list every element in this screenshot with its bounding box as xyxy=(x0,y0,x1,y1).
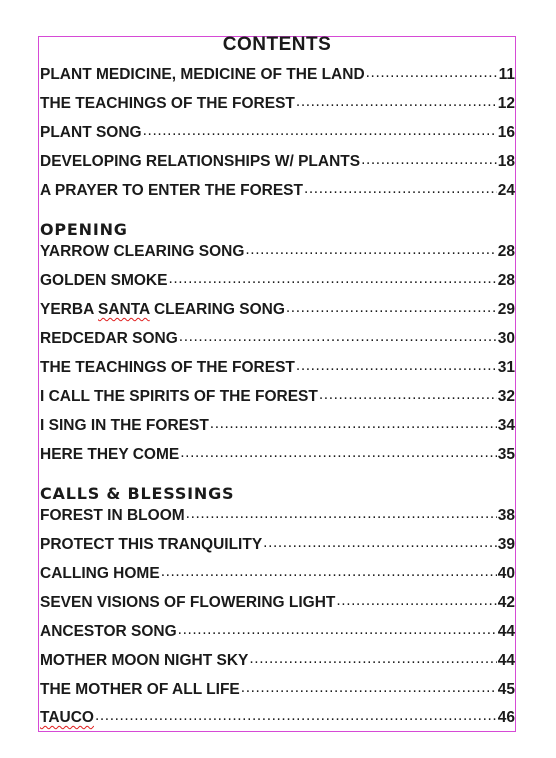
toc-entry[interactable] xyxy=(40,707,515,727)
toc-entry[interactable] xyxy=(40,180,515,200)
toc-entry[interactable] xyxy=(40,444,515,464)
toc-entry[interactable] xyxy=(40,386,515,406)
toc-entry-title xyxy=(40,709,94,727)
toc-entry-title: FOREST IN BLOOM xyxy=(40,507,185,524)
dot-leader xyxy=(180,444,497,464)
toc-page-number: 30 xyxy=(497,330,515,347)
toc-page-number: 46 xyxy=(497,709,515,726)
toc-page-number: 45 xyxy=(497,681,515,698)
toc-entry-title: PROTECT THIS TRANQUILITY xyxy=(40,536,263,553)
toc-page-number: 44 xyxy=(497,623,515,640)
toc-entry[interactable] xyxy=(40,592,515,612)
title-part: CLEARING SONG xyxy=(149,301,285,318)
toc-entry[interactable] xyxy=(40,357,515,377)
toc-entry-title: MOTHER MOON NIGHT SKY xyxy=(40,652,249,669)
section-heading-calls-blessings: CALLS & BLESSINGS xyxy=(40,484,235,503)
dot-leader xyxy=(319,386,497,406)
toc-entry-title xyxy=(40,301,285,319)
toc-entry[interactable] xyxy=(40,241,515,261)
dot-leader xyxy=(366,64,498,84)
toc-page-number: 40 xyxy=(497,565,515,582)
toc-entry-title: I SING IN THE FOREST xyxy=(40,417,209,434)
toc-entry[interactable] xyxy=(40,621,515,641)
dot-leader xyxy=(168,270,496,290)
toc-entry[interactable] xyxy=(40,270,515,290)
toc-entry-title: PLANT SONG xyxy=(40,124,142,141)
toc-entry-title: GOLDEN SMOKE xyxy=(40,272,168,289)
toc-entry[interactable] xyxy=(40,328,515,348)
toc-entry-title: HERE THEY COME xyxy=(40,446,180,463)
toc-entry[interactable] xyxy=(40,679,515,699)
dot-leader xyxy=(95,707,497,727)
dot-leader xyxy=(296,93,497,113)
dot-leader xyxy=(286,299,497,319)
dot-leader xyxy=(245,241,496,261)
toc-entry[interactable] xyxy=(40,534,515,554)
dot-leader xyxy=(186,505,497,525)
toc-entry-title: THE MOTHER OF ALL LIFE xyxy=(40,681,240,698)
dot-leader xyxy=(161,563,497,583)
spellcheck-flagged-word: SANTA xyxy=(98,301,150,318)
dot-leader xyxy=(249,650,496,670)
dot-leader xyxy=(361,151,497,171)
toc-entry-title: THE TEACHINGS OF THE FOREST xyxy=(40,359,295,376)
toc-entry-title: SEVEN VISIONS OF FLOWERING LIGHT xyxy=(40,594,336,611)
dot-leader xyxy=(178,621,497,641)
dot-leader xyxy=(143,122,497,142)
toc-page-number: 38 xyxy=(497,507,515,524)
dot-leader xyxy=(296,357,497,377)
toc-page-number: 34 xyxy=(497,417,515,434)
title-part: YERBA xyxy=(40,301,98,318)
toc-entry[interactable] xyxy=(40,650,515,670)
toc-entry-title: A PRAYER TO ENTER THE FOREST xyxy=(40,182,303,199)
dot-leader xyxy=(179,328,497,348)
toc-entry-title: DEVELOPING RELATIONSHIPS W/ PLANTS xyxy=(40,153,361,170)
toc-entry-title: YARROW CLEARING SONG xyxy=(40,243,245,260)
toc-entry[interactable] xyxy=(40,563,515,583)
toc-entry-title: CALLING HOME xyxy=(40,565,160,582)
toc-page-number: 31 xyxy=(497,359,515,376)
toc-entry[interactable] xyxy=(40,122,515,142)
toc-page-number: 24 xyxy=(497,182,515,199)
toc-entry-title: THE TEACHINGS OF THE FOREST xyxy=(40,95,295,112)
toc-entry-title: ANCESTOR SONG xyxy=(40,623,177,640)
toc-page-number: 12 xyxy=(497,95,515,112)
toc-entry[interactable] xyxy=(40,93,515,113)
toc-page-number: 29 xyxy=(497,301,515,318)
dot-leader xyxy=(263,534,497,554)
toc-entry[interactable] xyxy=(40,151,515,171)
toc-page-number: 39 xyxy=(497,536,515,553)
spellcheck-flagged-word: TAUCO xyxy=(40,709,94,726)
toc-page-number: 11 xyxy=(498,66,515,83)
toc-page-number: 44 xyxy=(497,652,515,669)
toc-entry-title: PLANT MEDICINE, MEDICINE OF THE LAND xyxy=(40,66,365,83)
page-title: CONTENTS xyxy=(222,34,332,55)
dot-leader xyxy=(241,679,497,699)
toc-page-number: 16 xyxy=(497,124,515,141)
toc-entry-title: I CALL THE SPIRITS OF THE FOREST xyxy=(40,388,318,405)
toc-page-number: 32 xyxy=(497,388,515,405)
dot-leader xyxy=(210,415,497,435)
toc-page-number: 42 xyxy=(497,594,515,611)
toc-entry[interactable] xyxy=(40,299,515,319)
toc-entry-title: REDCEDAR SONG xyxy=(40,330,178,347)
toc-page-number: 28 xyxy=(497,243,515,260)
section-heading-opening: OPENING xyxy=(40,220,128,239)
toc-entry[interactable] xyxy=(40,505,515,525)
toc-page-number: 18 xyxy=(497,153,515,170)
toc-page-number: 28 xyxy=(497,272,515,289)
dot-leader xyxy=(304,180,497,200)
toc-entry[interactable] xyxy=(40,64,515,84)
dot-leader xyxy=(336,592,496,612)
toc-page-number: 35 xyxy=(497,446,515,463)
toc-entry[interactable] xyxy=(40,415,515,435)
